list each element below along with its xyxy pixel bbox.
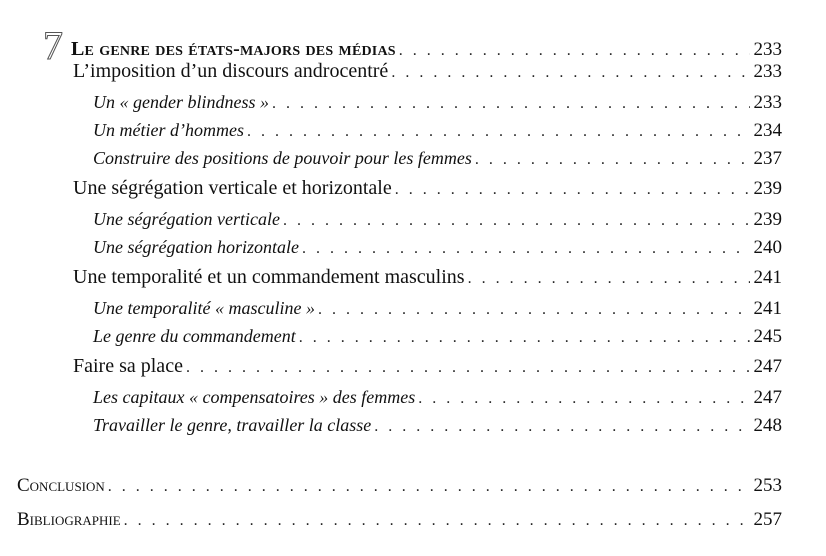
page-number: 239	[753, 178, 782, 199]
section-title: L’imposition d’un discours androcentré	[73, 60, 389, 82]
section-entry[interactable]	[73, 266, 782, 289]
dot-leader	[108, 478, 750, 496]
dot-leader	[399, 42, 750, 60]
page-number: 234	[753, 120, 782, 141]
section-entry[interactable]	[73, 355, 782, 378]
dot-leader	[247, 123, 750, 141]
section-title: Une ségrégation verticale et horizontale	[73, 177, 392, 199]
subsection-title: Les capitaux « compensatoires » des femmes	[93, 387, 416, 407]
subsection-entry[interactable]	[93, 92, 782, 114]
page-number: 248	[753, 415, 782, 436]
subsection-entry[interactable]	[93, 415, 782, 437]
section-entry[interactable]	[73, 177, 782, 200]
dot-leader	[299, 329, 750, 347]
subsection-entry[interactable]	[93, 237, 782, 259]
dot-leader	[395, 181, 750, 199]
subsection-entry[interactable]	[93, 387, 782, 409]
dot-leader	[272, 95, 750, 113]
page-number: 233	[753, 61, 782, 82]
subsection-entry[interactable]	[93, 326, 782, 348]
subsection-title: Une temporalité « masculine »	[93, 298, 315, 318]
subsection-entry[interactable]	[93, 120, 782, 142]
page-number: 247	[753, 387, 782, 408]
subsection-title: Le genre du commandement	[93, 326, 296, 346]
page-number: 253	[753, 475, 782, 496]
chapter-number: 7	[43, 23, 63, 68]
page-number: 257	[753, 509, 782, 530]
section-entry[interactable]	[73, 60, 782, 83]
subsection-title: Travailler le genre, travailler la classe	[93, 415, 372, 435]
page-number: 241	[753, 298, 782, 319]
dot-leader	[391, 64, 749, 82]
section-title: Une temporalité et un commandement masculins	[73, 266, 465, 288]
page-number: 247	[753, 356, 782, 377]
page-number: 240	[753, 237, 782, 258]
dot-leader	[318, 301, 750, 319]
dot-leader	[186, 359, 750, 377]
subsection-entry[interactable]	[93, 148, 782, 170]
subsection-title: Une ségrégation horizontale	[93, 237, 299, 257]
subsection-title: Construire des positions de pouvoir pour les femmes	[93, 148, 472, 168]
page-number: 245	[753, 326, 782, 347]
dot-leader	[468, 270, 750, 288]
page-number: 241	[753, 267, 782, 288]
page-number: 233	[753, 92, 782, 113]
subsection-title: Un métier d’hommes	[93, 120, 244, 140]
dot-leader	[418, 390, 749, 408]
subsection-title: Une ségrégation verticale	[93, 209, 280, 229]
page-number: 239	[753, 209, 782, 230]
back-matter-entry[interactable]	[17, 475, 782, 497]
dot-leader	[124, 512, 750, 530]
back-matter-title: Bibliographie	[17, 509, 121, 530]
chapter-title: Le genre des états-majors des médias	[71, 38, 396, 60]
page-number: 237	[753, 148, 782, 169]
back-matter-entry[interactable]	[17, 509, 782, 531]
dot-leader	[302, 240, 750, 258]
dot-leader	[283, 212, 750, 230]
subsection-title: Un « gender blindness »	[93, 92, 269, 112]
chapter-entry[interactable]	[43, 22, 782, 68]
page-number: 233	[753, 39, 782, 60]
dot-leader	[374, 418, 749, 436]
subsection-entry[interactable]	[93, 298, 782, 320]
back-matter-title: Conclusion	[17, 475, 105, 496]
subsection-entry[interactable]	[93, 209, 782, 231]
dot-leader	[475, 151, 750, 169]
section-title: Faire sa place	[73, 355, 183, 377]
